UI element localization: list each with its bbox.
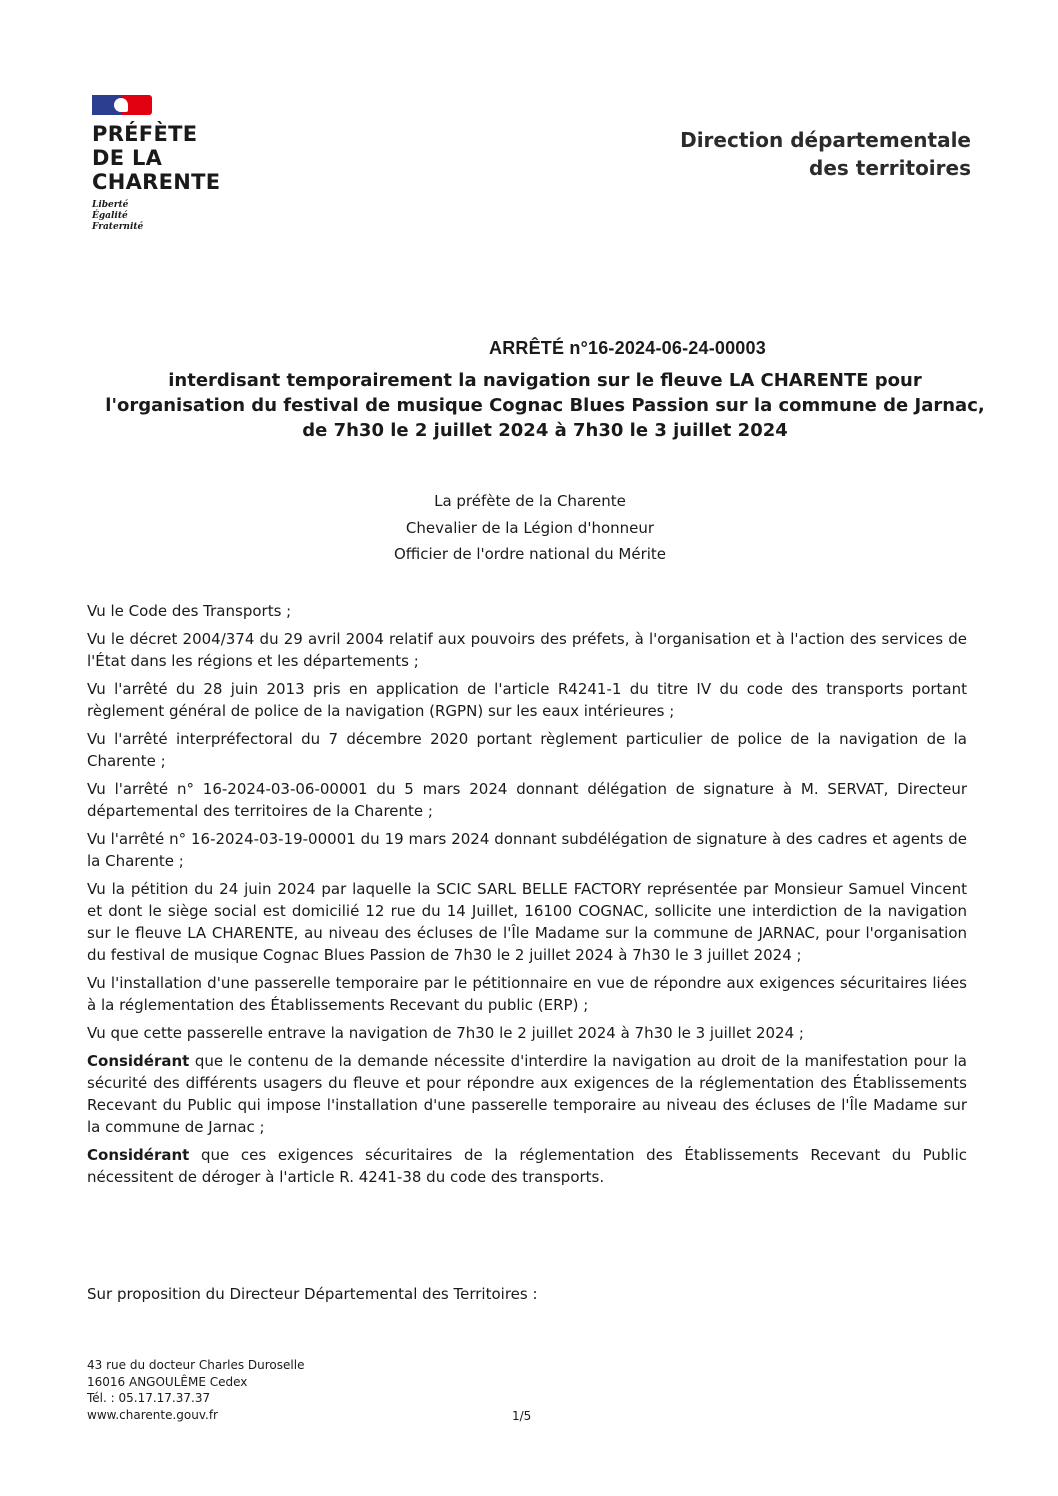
consideration-lead: Considérant [87, 1146, 190, 1164]
consideration-lead: Considérant [87, 1052, 190, 1070]
consideration-text: que ces exigences sécuritaires de la réglementation des Établissements Recevant du Public nécessitent de déroger à l'article R. 4241-38 du code des transports. [87, 1146, 967, 1186]
signing-authority [300, 488, 760, 568]
recital-text: l'installation d'une passerelle temporaire par le pétitionnaire en vue de répondre aux exigences sécuritaires liées à la réglementation des Établissements Recevant du public (ERP) ; [87, 974, 967, 1014]
consideration-paragraph [87, 1050, 967, 1138]
proposal-line: Sur proposition du Directeur Départemental des Territoires : [87, 1285, 538, 1303]
authority-line: La préfète de la Charente [434, 492, 626, 510]
recital-lead: Vu [87, 1024, 106, 1042]
recital-text: la pétition du 24 juin 2024 par laquelle la SCIC SARL BELLE FACTORY représentée par Monsieur Samuel Vincent et dont le siège social est domicilié 12 rue du 14 Juillet, 16100 COGNAC, sollicite une interdiction de la navigation sur le fleuve LA CHARENTE, au niveau des écluses de l'Île Madame sur la commune de JARNAC, pour l'organisation du festival de musique Cognac Blues Passion de 7h30 le 2 juillet 2024 à 7h30 le 3 juillet 2024 ; [87, 880, 967, 964]
authority-line: Officier de l'ordre national du Mérite [393, 545, 667, 563]
recital-text: que cette passerelle entrave la navigation de 7h30 le 2 juillet 2024 à 7h30 le 3 juillet 2024 ; [105, 1024, 804, 1042]
decree-number: ARRÊTÉ n°16-2024-06-24-00003 [489, 338, 766, 358]
recital-paragraph [87, 1022, 967, 1044]
motto-line: Liberté [92, 200, 129, 210]
recital-paragraph [87, 972, 967, 1016]
service-name [680, 126, 971, 182]
recital-text: l'arrêté du 28 juin 2013 pris en application de l'article R4241-1 du titre IV du code des transports portant règlement général de police de la navigation (RGPN) sur les eaux intérieures ; [87, 680, 967, 720]
motto-line: Égalité [92, 211, 128, 221]
decree-title-line: de 7h30 le 2 juillet 2024 à 7h30 le 3 juillet 2024 [302, 420, 788, 441]
authority-line: Chevalier de la Légion d'honneur [405, 518, 655, 537]
prefecture-name [92, 122, 220, 194]
recital-paragraph [87, 778, 967, 822]
prefecture-name-line: CHARENTE [92, 170, 221, 194]
recital-text: l'arrêté interpréfectoral du 7 décembre 2020 portant règlement particulier de police de la navigation de la Charente ; [87, 730, 967, 770]
recital-text: l'arrêté n° 16-2024-03-19-00001 du 19 mars 2024 donnant subdélégation de signature à des cadres et agents de la Charente ; [87, 830, 967, 870]
decree-title-line: l'organisation du festival de musique Cognac Blues Passion sur la commune de Jarnac, [105, 395, 985, 416]
recital-text: le décret 2004/374 du 29 avril 2004 relatif aux pouvoirs des préfets, à l'organisation et à l'action des services de l'État dans les régions et les départements ; [87, 630, 967, 670]
decree-title [60, 368, 1030, 443]
page-number: 1/5 [512, 1409, 532, 1423]
recital-lead: Vu [87, 630, 106, 648]
recital-paragraph [87, 600, 967, 622]
decree-title-line: interdisant temporairement la navigation sur le fleuve LA CHARENTE pour [168, 370, 922, 391]
recital-lead: Vu [87, 830, 106, 848]
service-line: des territoires [809, 156, 971, 180]
decree-body [87, 600, 967, 1194]
recital-paragraph [87, 828, 967, 872]
consideration-text: que le contenu de la demande nécessite d'interdire la navigation au droit de la manifestation pour la sécurité des différents usagers du fleuve et pour répondre aux exigences de la réglementation des Établissements Recevant du Public qui impose l'installation d'une passerelle temporaire au niveau des écluses de l'Île Madame sur la commune de Jarnac ; [87, 1052, 967, 1136]
address-line: 16016 ANGOULÊME Cedex [87, 1374, 248, 1389]
recital-lead: Vu [87, 680, 106, 698]
website-link[interactable]: www.charente.gouv.fr [87, 1407, 218, 1422]
consideration-paragraph [87, 1144, 967, 1188]
republic-motto [92, 200, 143, 233]
recital-paragraph [87, 628, 967, 672]
prefecture-name-line: PRÉFÈTE [92, 122, 198, 146]
address-line: 43 rue du docteur Charles Duroselle [87, 1358, 305, 1372]
recital-text: le Code des Transports ; [105, 602, 292, 620]
prefecture-name-line: DE LA [92, 146, 163, 170]
recital-paragraph [87, 678, 967, 722]
marianne-profile-shape [114, 98, 128, 112]
recital-lead: Vu [87, 730, 106, 748]
phone-line: Tél. : 05.17.17.37.37 [87, 1391, 211, 1405]
recital-paragraph [87, 878, 967, 966]
recital-paragraph [87, 728, 967, 772]
recital-lead: Vu [87, 974, 106, 992]
recital-lead: Vu [87, 780, 106, 798]
recital-lead: Vu [87, 880, 106, 898]
recital-text: l'arrêté n° 16-2024-03-06-00001 du 5 mars 2024 donnant délégation de signature à M. SERVAT, Directeur départemental des territoires de la Charente ; [87, 780, 967, 820]
footer-address [87, 1357, 304, 1423]
motto-line: Fraternité [92, 222, 144, 232]
service-line: Direction départementale [680, 128, 971, 152]
recital-lead: Vu [87, 602, 106, 620]
marianne-flag-icon [92, 95, 152, 115]
